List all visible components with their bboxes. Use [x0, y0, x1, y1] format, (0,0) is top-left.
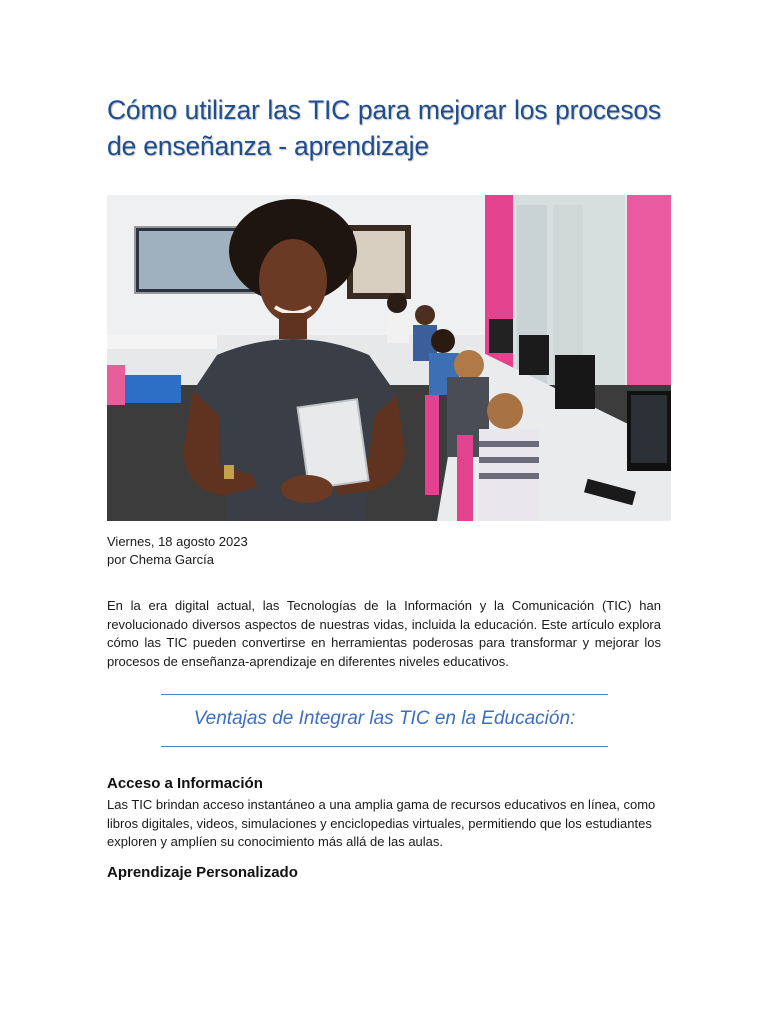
article-meta	[107, 533, 248, 569]
divider-bottom	[161, 746, 608, 747]
divider-top	[161, 694, 608, 695]
section-subheading: Ventajas de Integrar las TIC en la Educación:	[193, 708, 576, 729]
intro-paragraph: En la era digital actual, las Tecnologías de la Información y la Comunicación (TIC) han revolucionado diversos aspectos de nuestras vidas, incluida la educación. Este artículo explora cómo las TIC pueden convertirse en herramientas poderosas para transformar y mejorar los procesos de enseñanza-aprendizaje en diferentes niveles educativos.	[107, 598, 661, 669]
section-heading-aprendizaje: Aprendizaje Personalizado	[107, 864, 298, 881]
document-title: Cómo utilizar las TIC para mejorar los procesos de enseñanza - aprendizaje	[107, 95, 661, 161]
section-heading-acceso: Acceso a Información	[107, 775, 263, 792]
publish-date: Viernes, 18 agosto 2023	[107, 534, 248, 549]
author-byline: por Chema García	[107, 552, 214, 567]
classroom-photo	[107, 195, 671, 521]
section-body-acceso: Las TIC brindan acceso instantáneo a una amplia gama de recursos educativos en línea, como libros digitales, videos, simulaciones y enciclopedias virtuales, permitiendo que los estudiantes exploren y amplíen su conocimiento más allá de las aulas.	[107, 797, 656, 850]
